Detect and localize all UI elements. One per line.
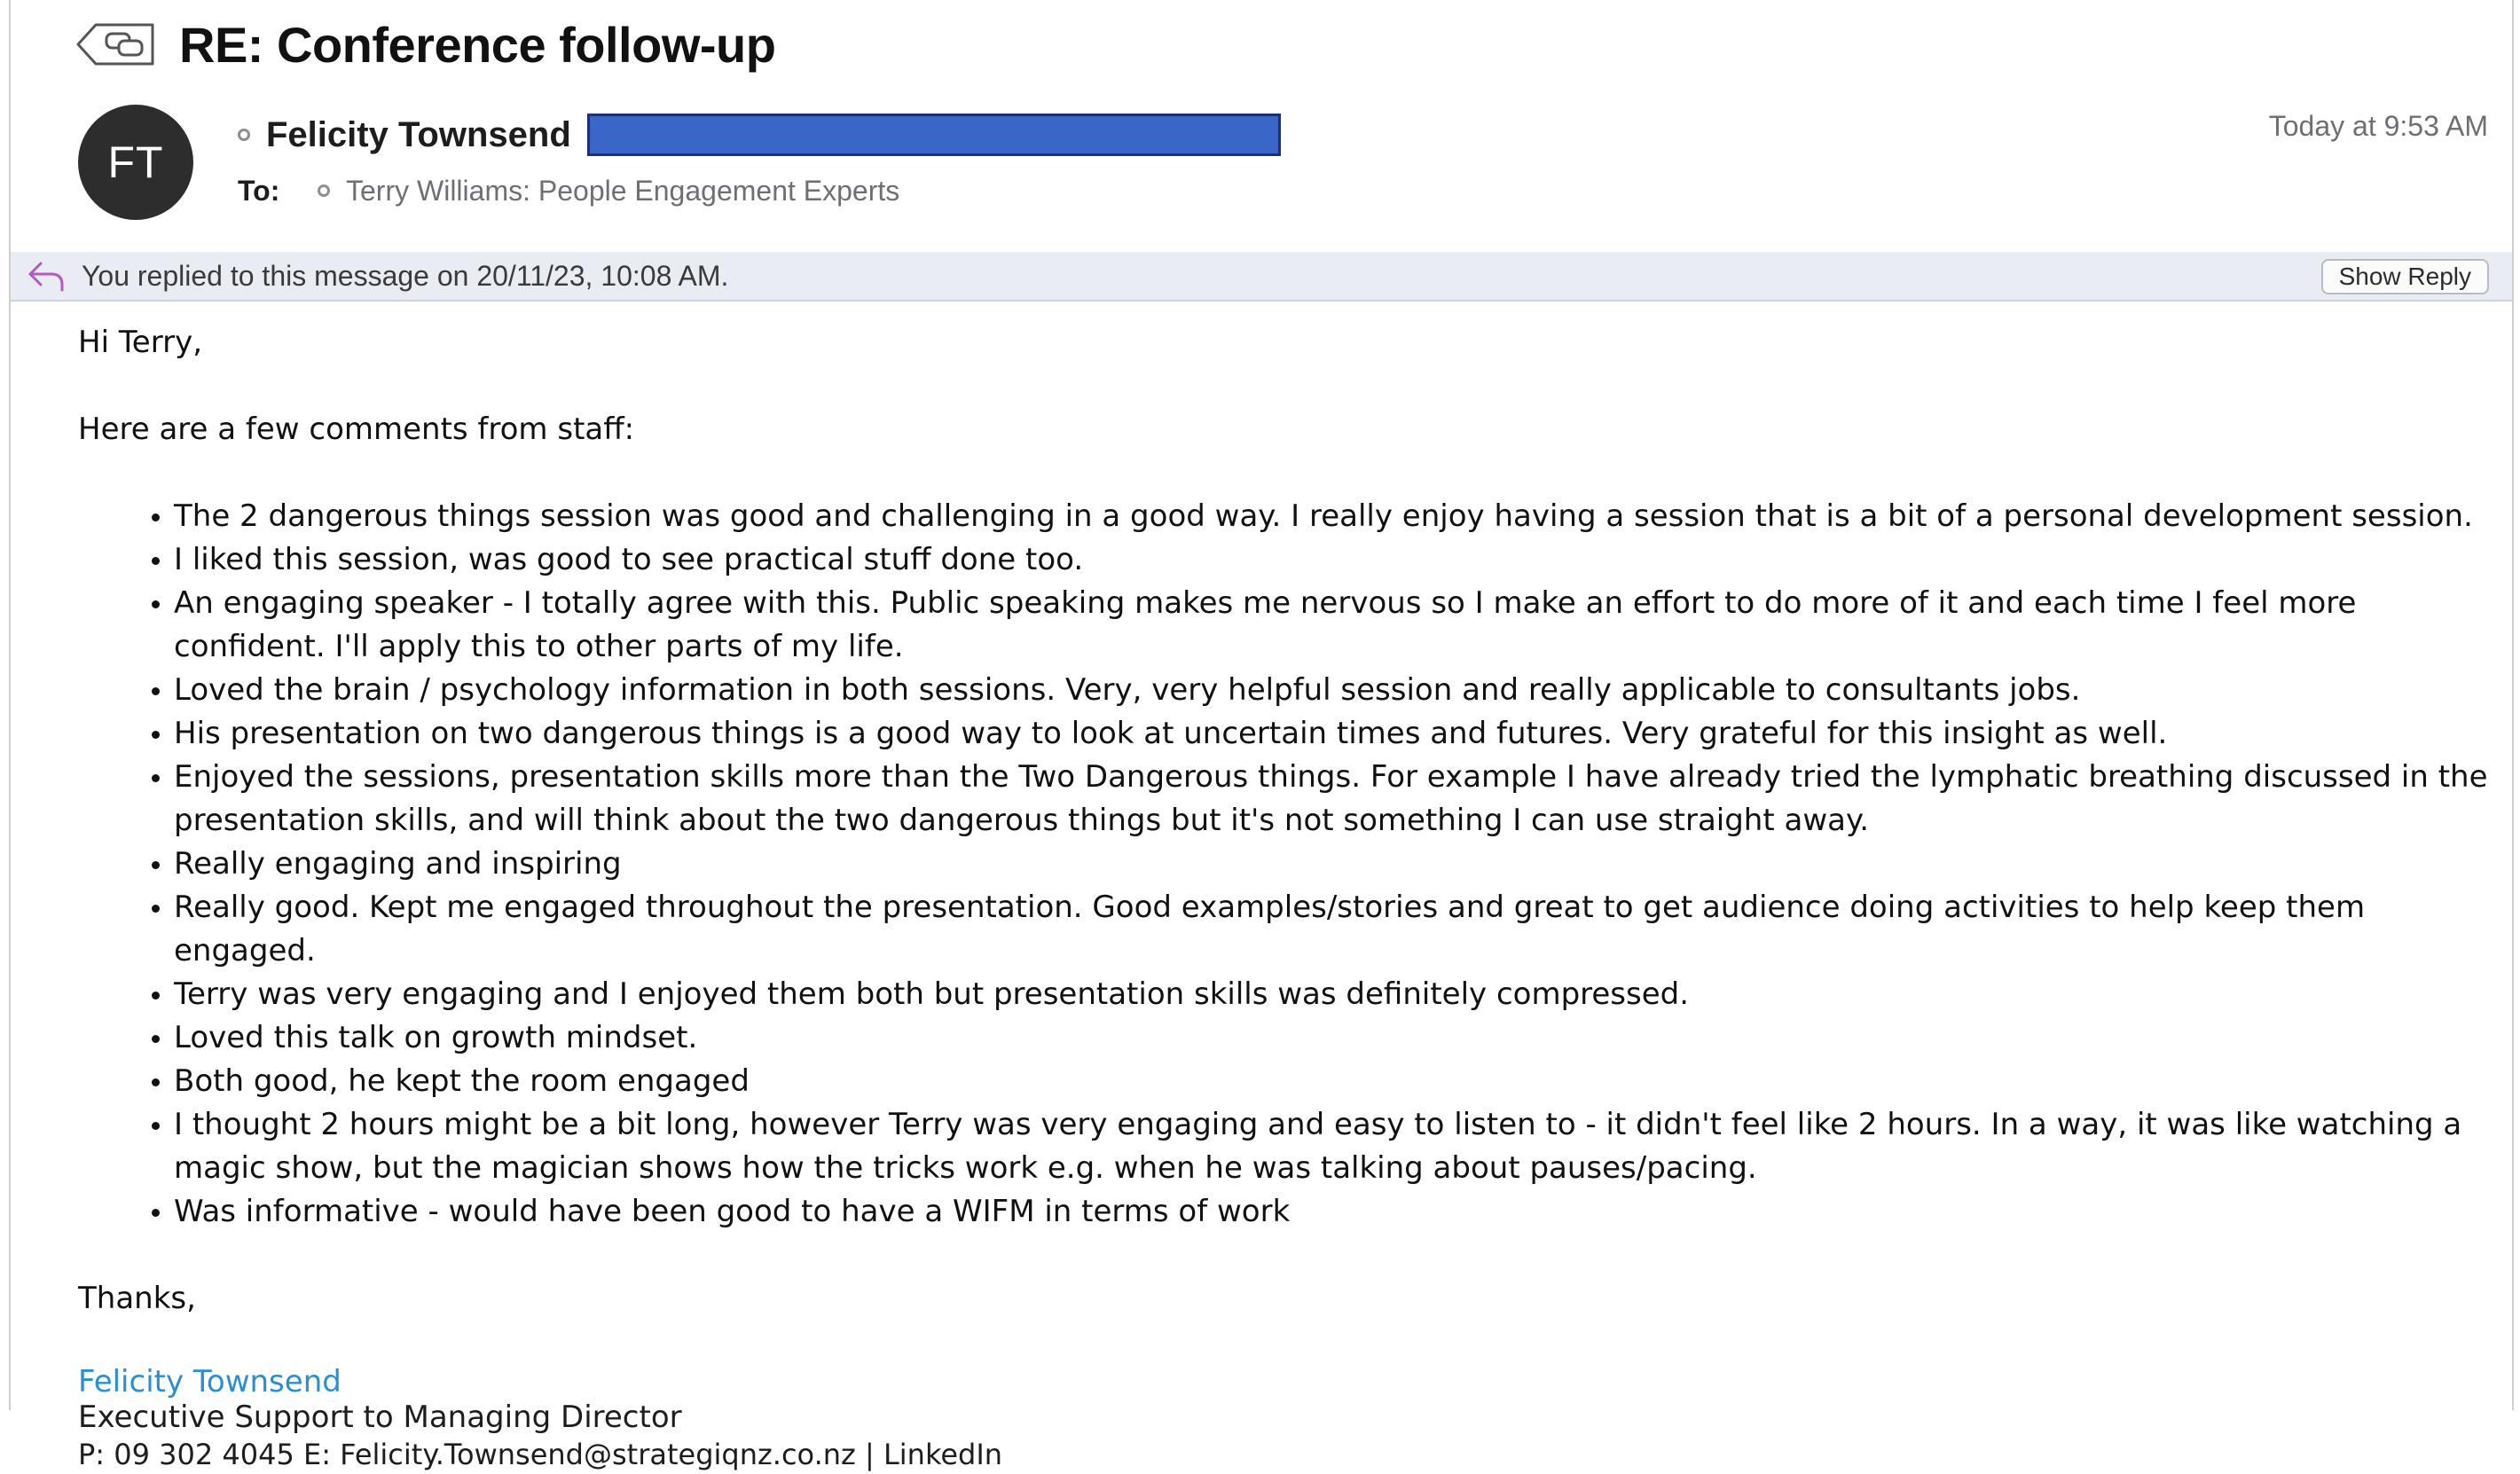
comment-list [78,495,2491,1234]
list-item: • An engaging speaker - I totally agree with this. Public speaking makes me nervous so I make an effort to do more of it and each time I feel more confident. I'll apply this to other parts of my life. [174,582,2491,669]
sender-status-icon [238,129,250,141]
signature-contact[interactable]: P: 09 302 4045 E: Felicity.Townsend@strategiqnz.co.nz | LinkedIn [78,1438,1003,1471]
to-label: To: [238,174,280,207]
window-left-border [9,0,11,1410]
list-item: • Enjoyed the sessions, presentation skills more than the Two Dangerous things. For example I have already tried the lymphatic breathing discussed in the presentation skills, and will think about the two dangerous things but it's not something I can use straight away. [174,756,2491,843]
from-row [238,108,1281,161]
signoff: Thanks, [78,1281,196,1316]
list-item: • Loved this talk on growth mindset. [174,1016,2491,1060]
show-reply-button[interactable]: Show Reply [2321,259,2489,294]
message-body [78,321,2491,1471]
window-right-border [2512,0,2514,1410]
message-header [71,9,775,80]
list-item: • Both good, he kept the room engaged [174,1060,2491,1103]
list-item: • The 2 dangerous things session was good and challenging in a good way. I really enjoy having a session that is a bit of a personal development session. [174,495,2491,538]
message-subject: RE: Conference follow-up [179,16,776,73]
sender-name[interactable]: Felicity Townsend [266,114,571,154]
greeting: Hi Terry, [78,325,203,360]
list-item: • Loved the brain / psychology information in both sessions. Very, very helpful session and really applicable to consultants jobs. [174,669,2491,712]
signature-role: Executive Support to Managing Director [78,1400,682,1435]
recipient-status-icon [318,184,330,197]
reply-arrow-icon [25,258,66,294]
avatar-initials: FT [107,137,164,187]
list-item: • Was informative - would have been good to have a WIFM in terms of work [174,1190,2491,1234]
conversation-thread-icon[interactable] [71,18,160,71]
list-item: • His presentation on two dangerous things is a good way to look at uncertain times and futures. Very grateful for this insight as well. [174,712,2491,756]
list-item: • I liked this session, was good to see practical stuff done too. [174,538,2491,582]
list-item: • Really good. Kept me engaged throughout the presentation. Good examples/stories and great to get audience doing activities to help keep them engaged. [174,886,2491,973]
recipient-name[interactable]: Terry Williams: People Engagement Experts [346,174,900,207]
intro-line: Here are a few comments from staff: [78,412,635,447]
sender-avatar[interactable] [78,105,193,220]
recipient-row [238,170,899,211]
replied-banner [11,252,2512,302]
signature-name: Felicity Townsend [78,1364,341,1400]
list-item: • Terry was very engaging and I enjoyed them both but presentation skills was definitely compressed. [174,973,2491,1016]
list-item: • I thought 2 hours might be a bit long, however Terry was very engaging and easy to listen to - it didn't feel like 2 hours. In a way, it was like watching a magic show, but the magician shows how the tricks work e.g. when he was talking about pauses/pacing. [174,1103,2491,1190]
message-timestamp: Today at 9:53 AM [2268,110,2488,142]
replied-banner-text: You replied to this message on 20/11/23, 10:08 AM. [82,259,729,292]
redacted-sender-address [587,114,1281,156]
list-item: • Really engaging and inspiring [174,843,2491,886]
